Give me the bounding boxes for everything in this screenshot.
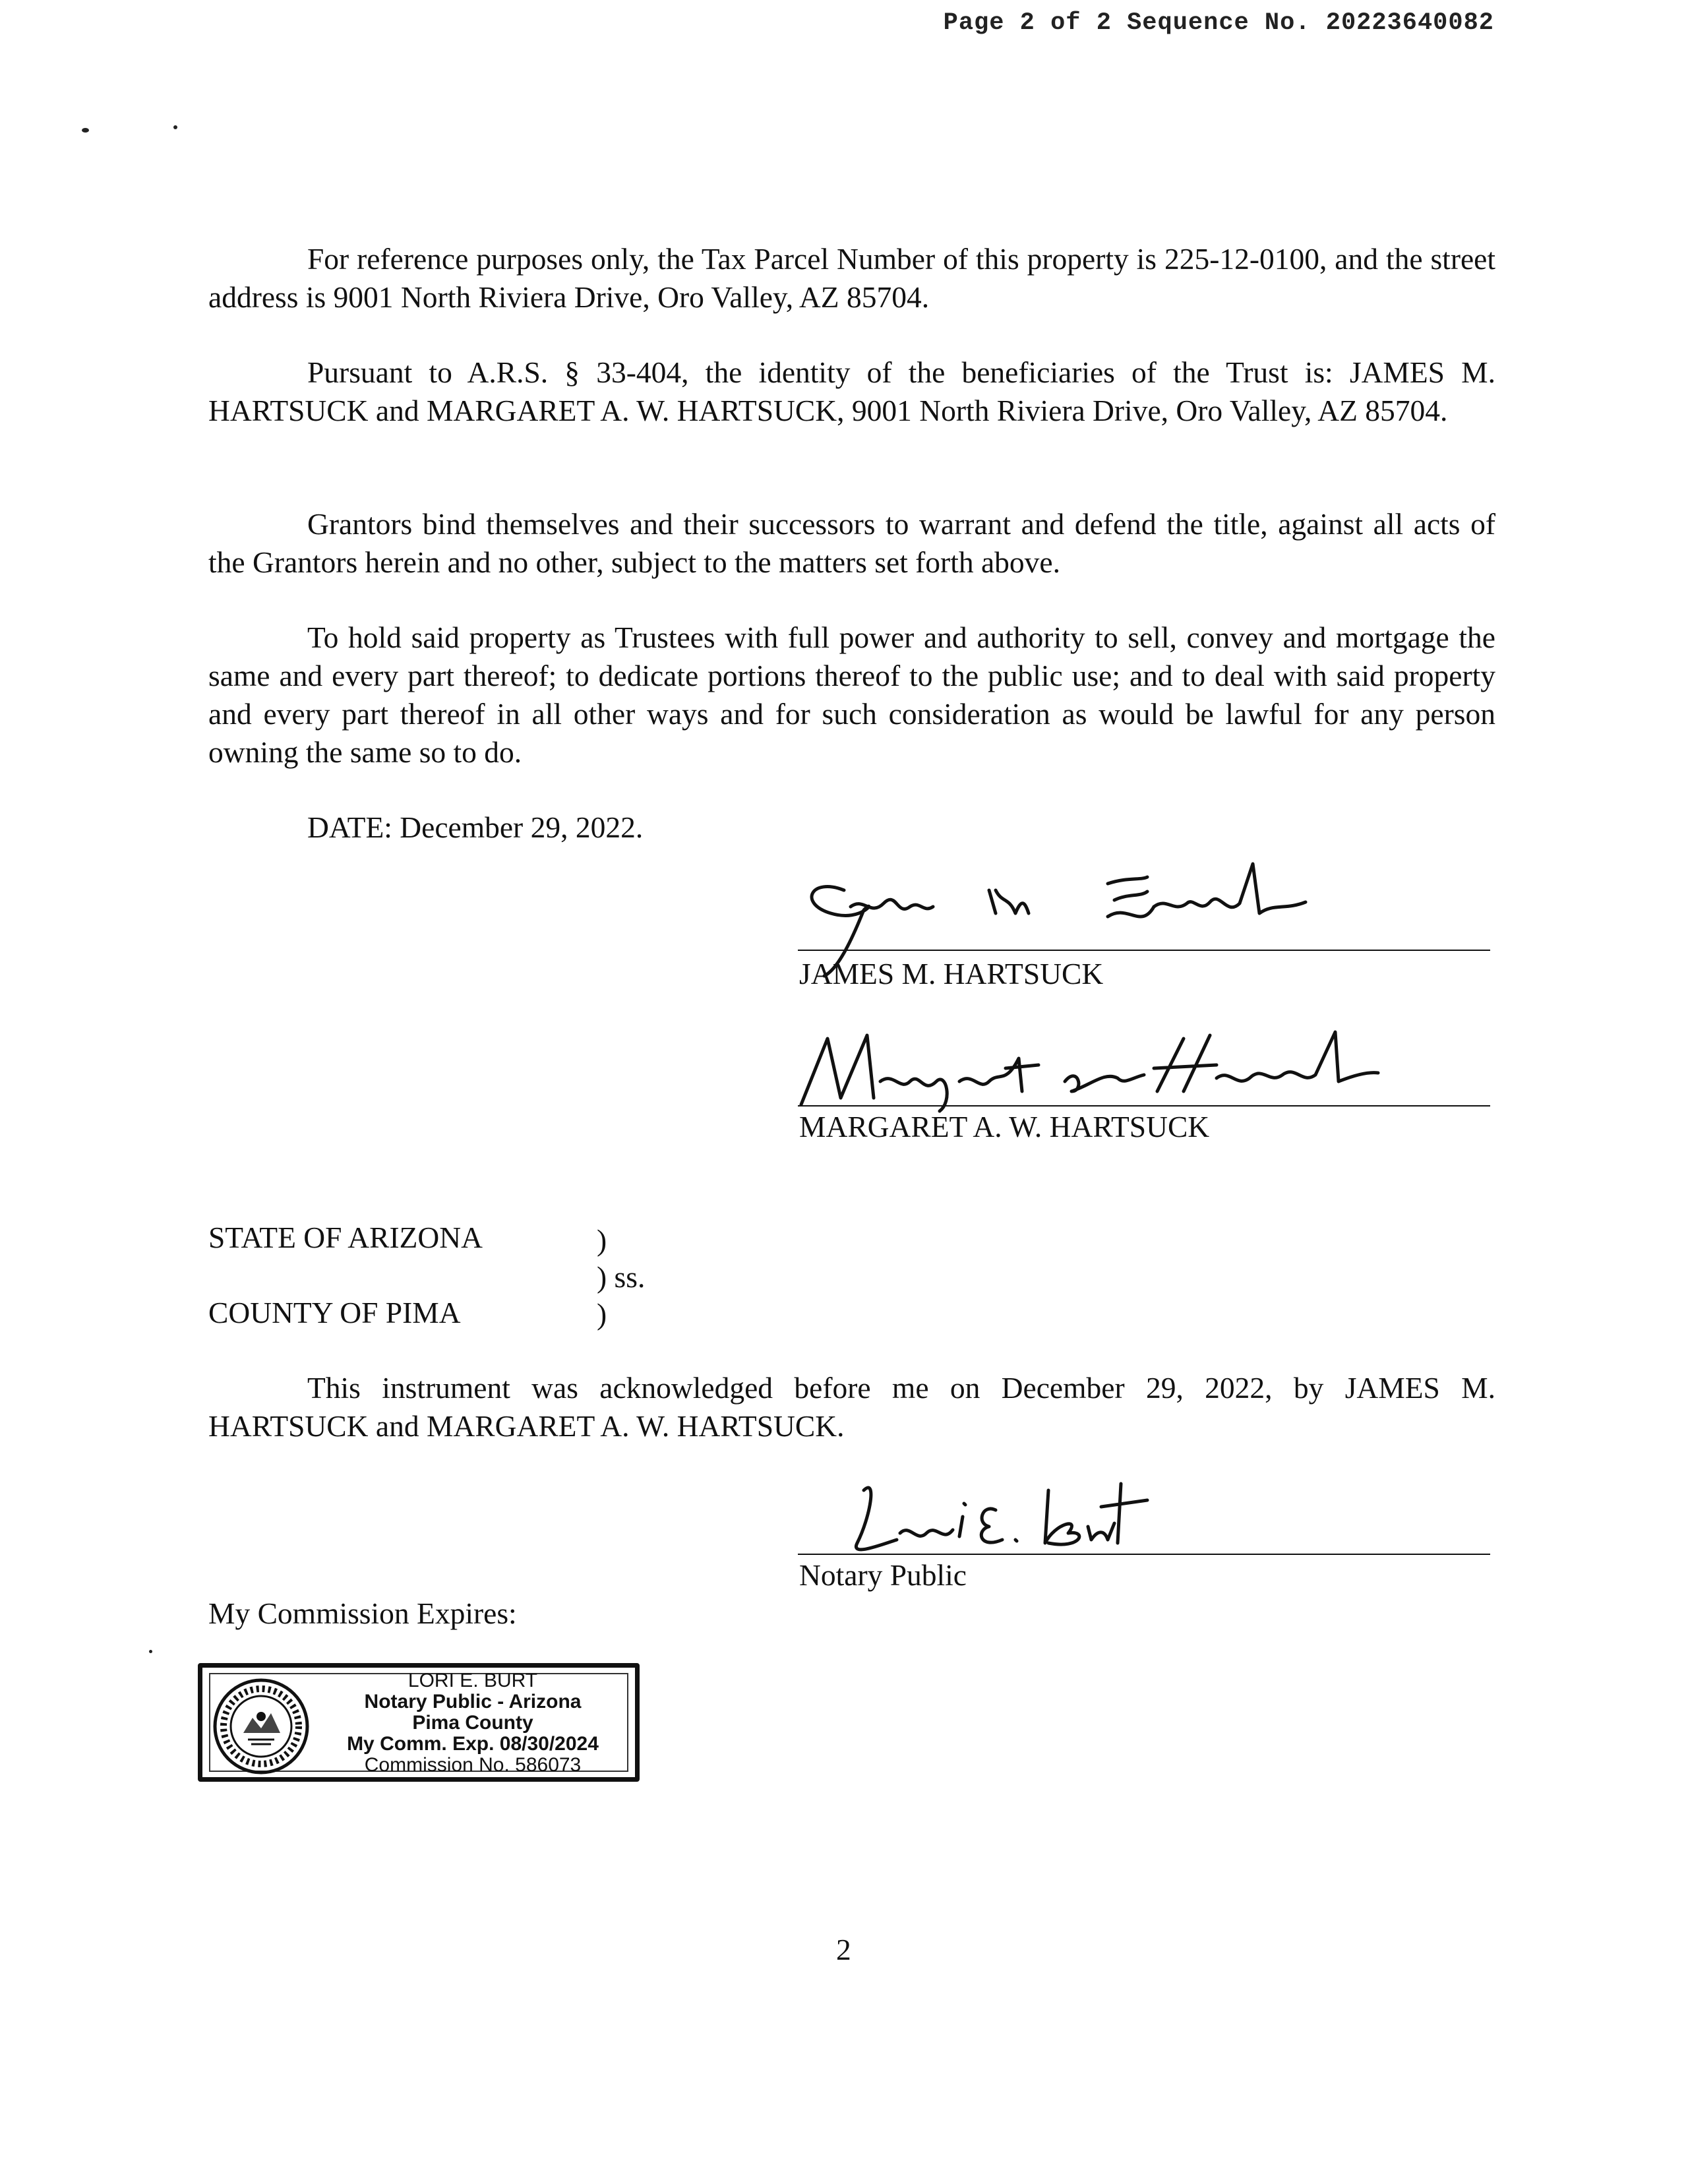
signature-line-notary (798, 1554, 1490, 1555)
notary-public-label: Notary Public (799, 1558, 967, 1592)
commission-expires-label: My Commission Expires: (208, 1596, 517, 1630)
signer-name-margaret: MARGARET A. W. HARTSUCK (799, 1110, 1210, 1143)
page-number: 2 (836, 1933, 851, 1966)
notary-stamp (198, 1663, 640, 1782)
scan-speck (82, 128, 89, 133)
scan-speck (173, 125, 177, 129)
venue-paren-bottom: ) (597, 1297, 607, 1331)
paragraph-beneficiaries: Pursuant to A.R.S. § 33-404, the identity of the beneficiaries of the Trust is: JAMES M. HARTSUCK and MARGARET A. W. HARTSUCK, 9001 North Riviera Drive, Oro Valley, AZ 85704. (208, 355, 1495, 427)
stamp-notary-title: Notary Public - Arizona (364, 1691, 582, 1713)
venue-paren-top: ) (597, 1223, 607, 1257)
notary-stamp-text (324, 1670, 621, 1776)
stamp-notary-name: LORI E. BURT (407, 1670, 538, 1691)
page-sequence-header: Page 2 of 2 Sequence No. 20223640082 (943, 9, 1494, 37)
venue-county: COUNTY OF PIMA (208, 1296, 461, 1329)
paragraph-tax-parcel: For reference purposes only, the Tax Parcel Number of this property is 225-12-0100, and the street address is 9001 North Riviera Drive, Oro Valley, AZ 85704. (208, 242, 1495, 314)
date-line: DATE: December 29, 2022. (307, 810, 644, 844)
venue-ss: ) ss. (597, 1260, 646, 1294)
state-seal-icon (212, 1677, 311, 1776)
stamp-commission-number: Commission No. 586073 (364, 1754, 582, 1776)
stamp-expiration: My Comm. Exp. 08/30/2024 (347, 1733, 599, 1755)
signature-notary (837, 1464, 1207, 1563)
signer-name-james: JAMES M. HARTSUCK (799, 957, 1104, 990)
paragraph-grantors: Grantors bind themselves and their successors to warrant and defend the title, against all acts of the Grantors herein and no other, subject to the matters set forth above. (208, 507, 1495, 579)
paragraph-acknowledgment: This instrument was acknowledged before me on December 29, 2022, by JAMES M. HARTSUCK and MARGARET A. W. HARTSUCK. (208, 1371, 1495, 1443)
signature-margaret (788, 1019, 1381, 1118)
stamp-county: Pima County (412, 1712, 533, 1734)
signature-line-margaret (798, 1105, 1490, 1107)
scan-speck (149, 1650, 152, 1653)
signature-line-james (798, 950, 1490, 951)
paragraph-trustees: To hold said property as Trustees with full power and authority to sell, convey and mortgage the same and every part thereof; to dedicate portions thereof to the public use; and to deal with said property and every part thereof in all other ways and for such consideration as would be lawful for any person owning the same so to do. (208, 621, 1495, 769)
venue-state: STATE OF ARIZONA (208, 1221, 483, 1254)
